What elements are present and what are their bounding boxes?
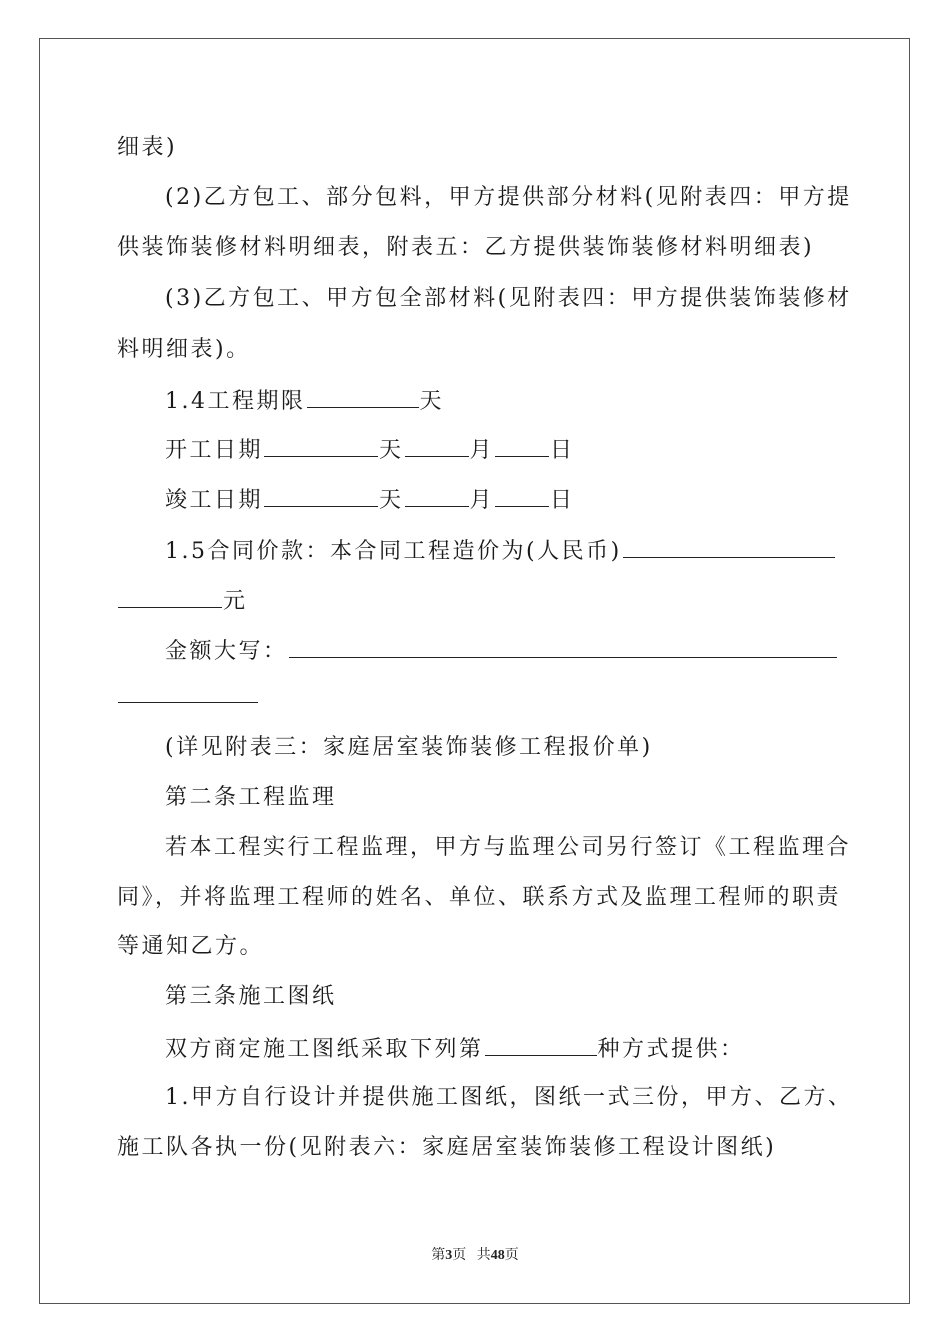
text-line: (详见附表三：家庭居室装饰装修工程报价单) <box>165 735 653 760</box>
text-line: 料明细表)。 <box>117 337 251 362</box>
blank-field[interactable] <box>289 635 837 658</box>
page-border <box>39 38 910 1304</box>
blank-field[interactable] <box>307 385 419 408</box>
section-heading: 第三条施工图纸 <box>165 984 337 1009</box>
total-label-suffix: 页 <box>504 1248 519 1263</box>
drawing-method-line: 双方商定施工图纸采取下列第 种方式提供： <box>165 1033 745 1065</box>
text-line: 细表) <box>117 135 178 160</box>
blank-field[interactable] <box>264 434 378 457</box>
total-pages: 48 <box>490 1248 505 1263</box>
blank-field[interactable] <box>405 484 469 507</box>
amount-words-line: 金额大写： <box>165 635 838 667</box>
text-line: 等通知乙方。 <box>117 934 265 959</box>
text-line: (3)乙方包工、甲方包全部材料(见附表四：甲方提供装饰装修材 <box>165 286 852 311</box>
duration-line: 1.4工程期限 天 <box>165 385 444 417</box>
blank-field[interactable] <box>118 680 258 703</box>
total-label: 共 <box>476 1248 491 1263</box>
text-line: 供装饰装修材料明细表，附表五：乙方提供装饰装修材料明细表) <box>117 235 815 260</box>
blank-field[interactable] <box>623 535 835 558</box>
blank-field[interactable] <box>405 434 469 457</box>
price-line-cont: 元 <box>117 585 248 617</box>
price-line: 1.5合同价款：本合同工程造价为(人民币) <box>165 535 836 567</box>
page-label: 第 <box>431 1248 446 1263</box>
section-heading: 第二条工程监理 <box>165 785 337 810</box>
start-date-line: 开工日期 天 月 日 <box>165 434 575 466</box>
blank-field[interactable] <box>495 484 549 507</box>
page-footer <box>0 1244 950 1264</box>
page-number: 3 <box>445 1248 453 1263</box>
text-line: 若本工程实行工程监理，甲方与监理公司另行签订《工程监理合 <box>165 835 852 860</box>
text-line: 1.甲方自行设计并提供施工图纸，图纸一式三份，甲方、乙方、 <box>165 1085 853 1110</box>
blank-field[interactable] <box>495 434 549 457</box>
blank-field[interactable] <box>485 1033 597 1056</box>
blank-field[interactable] <box>264 484 378 507</box>
end-date-line: 竣工日期 天 月 日 <box>165 484 575 516</box>
amount-words-cont <box>117 680 259 712</box>
text-line: 同》，并将监理工程师的姓名、单位、联系方式及监理工程师的职责 <box>117 885 842 910</box>
blank-field[interactable] <box>118 585 222 608</box>
page-label-suffix: 页 <box>452 1248 467 1263</box>
text-line: (2)乙方包工、部分包料，甲方提供部分材料(见附表四：甲方提 <box>165 185 852 210</box>
text-line: 施工队各执一份(见附表六：家庭居室装饰装修工程设计图纸) <box>117 1135 777 1160</box>
